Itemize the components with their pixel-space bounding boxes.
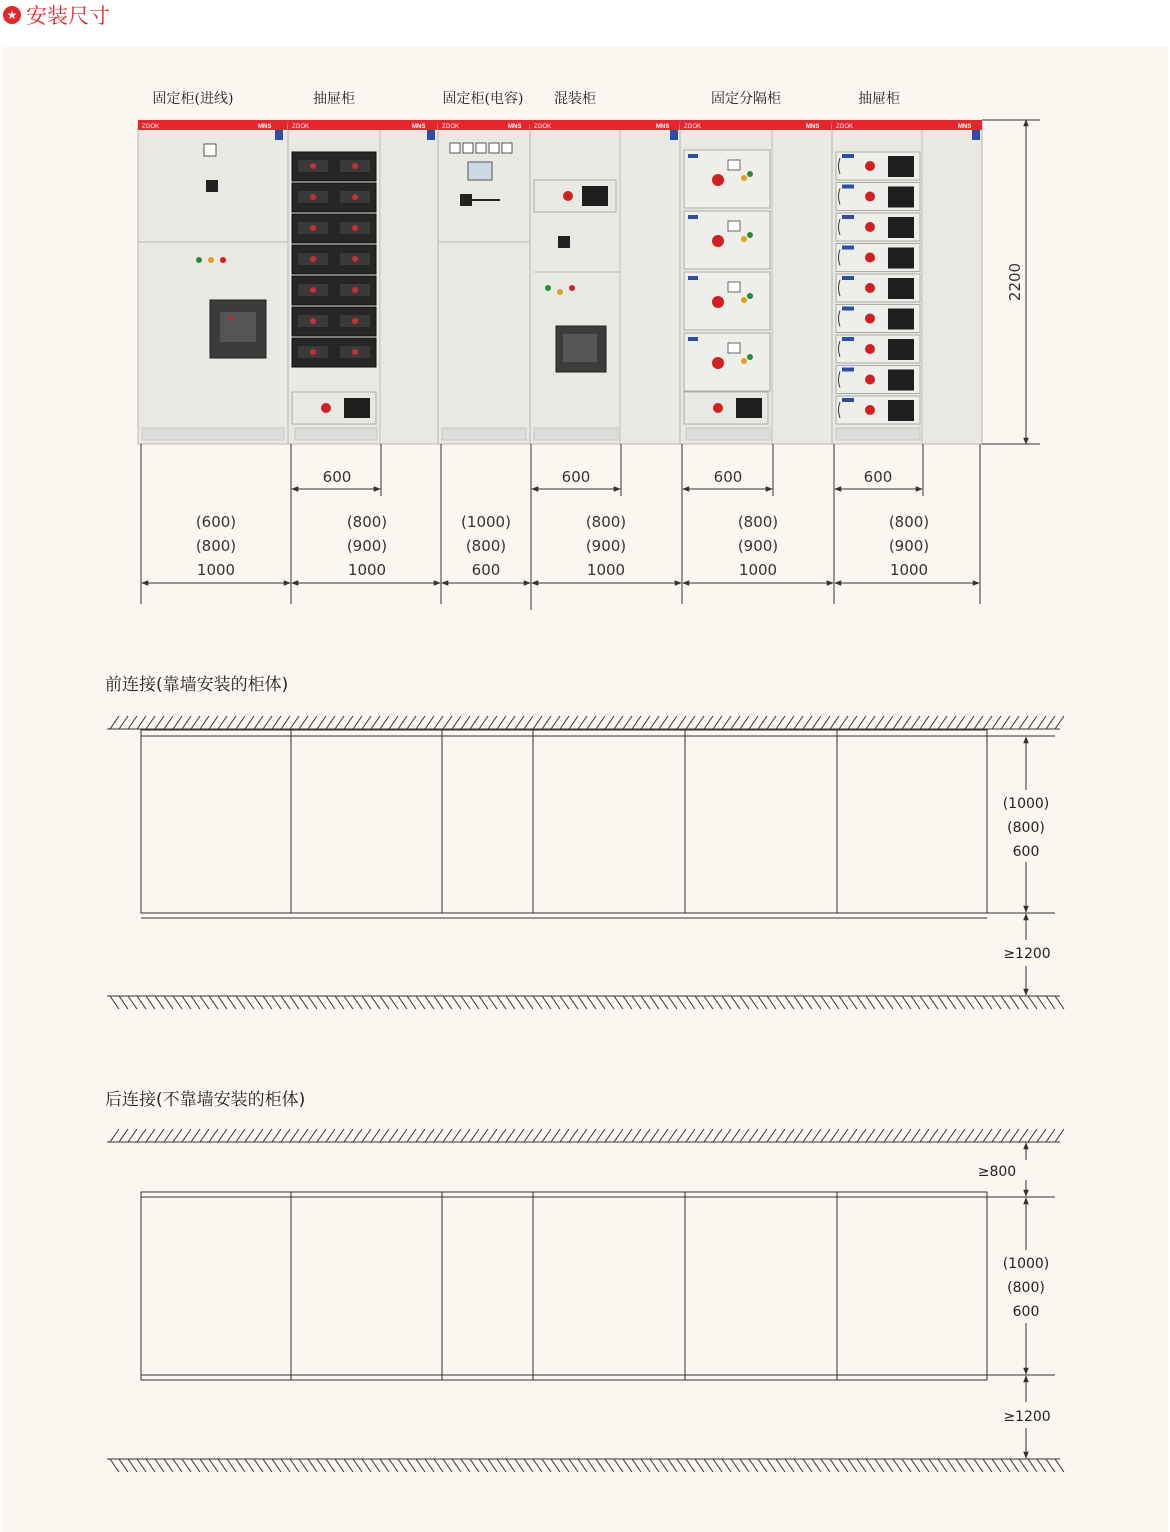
width-label: (800)	[465, 537, 507, 555]
svg-text:MNS: MNS	[412, 124, 426, 130]
height-label: 2200	[1006, 262, 1024, 302]
front-depth-label: (800)	[1007, 820, 1045, 836]
rear-depth-label: (800)	[1007, 1280, 1045, 1296]
cabinet-name: 固定柜(进线)	[152, 91, 234, 107]
svg-text:ZGOK: ZGOK	[142, 124, 160, 130]
rear-clearance-label: ≥1200	[1003, 1409, 1051, 1425]
page-title: 安装尺寸	[26, 4, 110, 28]
svg-text:ZGOK: ZGOK	[836, 124, 854, 130]
svg-text:MNS: MNS	[258, 124, 272, 130]
front-cabinets	[141, 730, 987, 918]
front-wall-top	[107, 716, 1064, 729]
rear-wall-top	[107, 1129, 1064, 1142]
width-label: (800)	[737, 513, 779, 531]
width-label: (800)	[585, 513, 627, 531]
width-label: (800)	[195, 537, 237, 555]
width-label: 1000	[889, 561, 929, 579]
front-depth-label: (1000)	[1002, 796, 1050, 812]
width-label: 1000	[347, 561, 387, 579]
svg-text:MNS: MNS	[508, 124, 522, 130]
cabinet-capacitor	[438, 120, 530, 444]
cabinet-name: 抽屉柜	[313, 91, 355, 107]
width-label: (900)	[888, 537, 930, 555]
cabinet-name: 混装柜	[554, 91, 596, 107]
rear-depth-label: (1000)	[1002, 1256, 1050, 1272]
cabinet-drawer-2	[832, 120, 982, 444]
cabinet-name: 抽屉柜	[858, 91, 900, 107]
cabinet-incoming	[138, 120, 288, 444]
depth-label: 600	[561, 468, 591, 486]
cabinet-drawer-1	[288, 120, 438, 444]
cabinet-mixed	[530, 120, 680, 444]
width-label: (900)	[737, 537, 779, 555]
width-label: (800)	[888, 513, 930, 531]
width-label: 1000	[196, 561, 236, 579]
svg-text:ZGOK: ZGOK	[684, 124, 702, 130]
star-icon: ★	[3, 6, 21, 24]
width-label: (600)	[195, 513, 237, 531]
cabinet-photo	[138, 118, 982, 444]
cabinet-name: 固定柜(电容)	[442, 91, 524, 107]
rear-back-clearance-label: ≥800	[977, 1164, 1017, 1180]
width-labels	[196, 513, 929, 579]
cabinet-separated	[680, 120, 832, 444]
extension-lines	[141, 444, 980, 610]
cabinet-name: 固定分隔柜	[711, 91, 781, 107]
width-label: (1000)	[461, 513, 511, 531]
width-label: (800)	[346, 513, 388, 531]
svg-text:ZGOK: ZGOK	[292, 124, 310, 130]
front-depth-label: 600	[1012, 844, 1040, 860]
width-label: (900)	[585, 537, 627, 555]
depth-label: 600	[863, 468, 893, 486]
width-label: 1000	[586, 561, 626, 579]
depth-label: 600	[713, 468, 743, 486]
cabinet-names	[153, 90, 900, 107]
front-clearance-label: ≥1200	[1003, 946, 1051, 962]
front-section-title: 前连接(靠墙安装的柜体)	[105, 675, 289, 695]
width-label: 1000	[738, 561, 778, 579]
svg-text:MNS: MNS	[958, 124, 972, 130]
svg-text:MNS: MNS	[656, 124, 670, 130]
svg-text:ZGOK: ZGOK	[442, 124, 460, 130]
rear-section-title: 后连接(不靠墙安装的柜体)	[105, 1090, 306, 1110]
svg-text:MNS: MNS	[806, 124, 820, 130]
width-label: (900)	[346, 537, 388, 555]
rear-cabinets	[141, 1192, 987, 1380]
front-wall-bottom	[107, 996, 1064, 1009]
depth-label: 600	[322, 468, 352, 486]
svg-text:ZGOK: ZGOK	[534, 124, 552, 130]
rear-wall-bottom	[107, 1459, 1064, 1472]
rear-depth-label: 600	[1012, 1304, 1040, 1320]
width-label: 600	[471, 561, 501, 579]
